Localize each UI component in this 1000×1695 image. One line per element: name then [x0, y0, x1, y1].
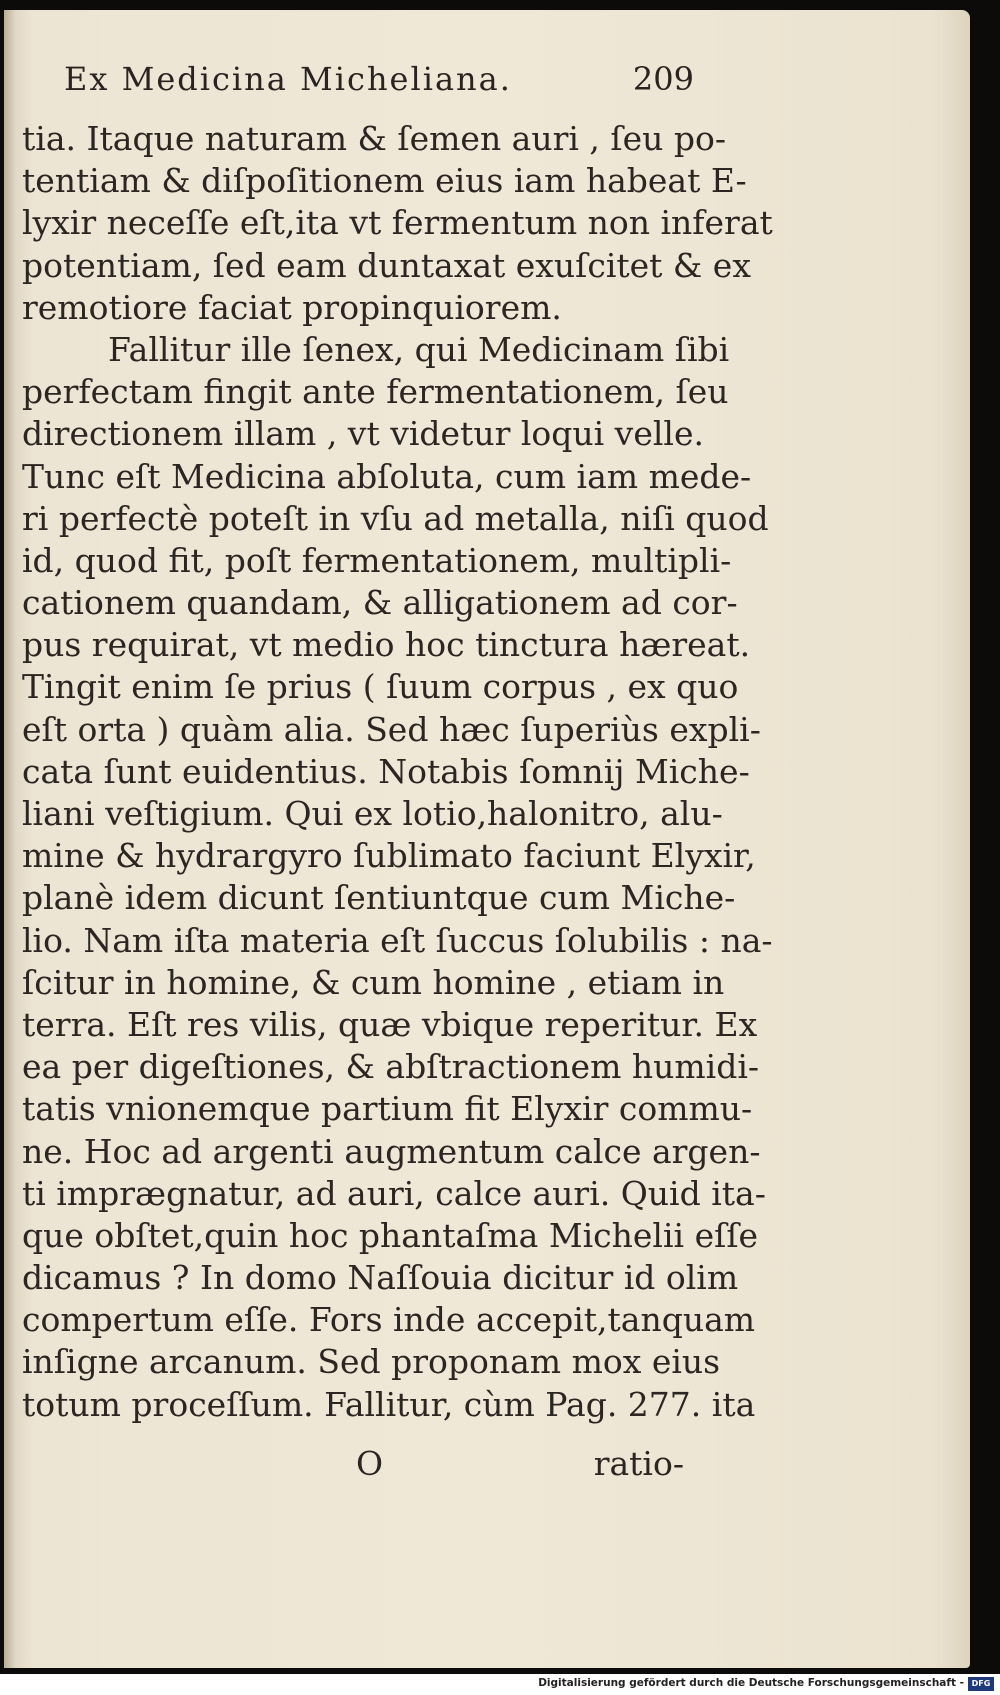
text-line: que obſtet,quin hoc phantaſma Michelii eſſe	[22, 1215, 759, 1255]
credit-bar	[0, 1674, 1000, 1695]
text-line: ri perfectè poteſt in vſu ad metalla, niſi quod	[22, 498, 769, 538]
text-line: Tingit enim ſe prius ( ſuum corpus , ex quo	[22, 667, 739, 707]
text-line: ſcitur in homine, & cum homine , etiam in	[22, 962, 725, 1002]
text-line: liani veſtigium. Qui ex lotio,halonitro, alu-	[22, 794, 723, 833]
text-line: ti imprægnatur, ad auri, calce auri. Quid ita-	[22, 1173, 766, 1213]
text-line: perfectam fingit ante fermentationem, ſeu	[22, 372, 729, 412]
text-line: potentiam, ſed eam duntaxat exuſcitet & ex	[22, 245, 751, 285]
text-line: tentiam & diſpoſitionem eius iam habeat E-	[22, 161, 747, 201]
text-line: mine & hydrargyro ſublimato faciunt Elyxir,	[22, 836, 756, 876]
dfg-logo-icon: DFG	[968, 1677, 994, 1691]
text-line: totum proceſſum. Fallitur, cùm Pag. 277. ita	[22, 1384, 756, 1424]
running-title: Ex Medicina Micheliana.	[64, 60, 512, 98]
text-line: lyxir neceſſe eſt,ita vt fermentum non inferat	[22, 203, 773, 243]
text-line: tatis vnionemque partium fit Elyxir commu-	[22, 1089, 753, 1129]
book-page	[4, 10, 970, 1668]
body-text	[22, 118, 773, 1426]
funding-credit: Digitalisierung gefördert durch die Deutsche Forschungsgemeinschaft -	[538, 1677, 964, 1689]
text-line: cata ſunt euidentius. Notabis ſomnij Miche-	[22, 751, 750, 791]
text-line: id, quod fit, poſt fermentationem, multipli-	[22, 540, 732, 580]
page-number: 209	[632, 60, 694, 98]
text-line: directionem illam , vt videtur loqui velle.	[22, 414, 704, 454]
text-line: dicamus ? In domo Naſſouia dicitur id olim	[22, 1258, 739, 1298]
text-line: eſt orta ) quàm alia. Sed hæc ſuperiùs expli-	[22, 709, 761, 749]
text-line: pus requirat, vt medio hoc tinctura hæreat.	[22, 625, 751, 665]
text-line: compertum eſſe. Fors inde accepit,tanquam	[22, 1300, 756, 1340]
text-line: cationem quandam, & alligationem ad cor-	[22, 583, 738, 623]
text-line: inſigne arcanum. Sed proponam mox eius	[22, 1342, 721, 1382]
text-line: tia. Itaque naturam & ſemen auri , ſeu po-	[22, 119, 727, 158]
paragraph-first-line: Fallitur ille ſenex, qui Medicinam ſibi	[108, 329, 730, 369]
text-line: lio. Nam iſta materia eſt ſuccus ſolubilis : na-	[22, 920, 773, 960]
text-line: terra. Eſt res vilis, quæ vbique reperitur. Ex	[22, 1004, 758, 1044]
catchword: ratio-	[593, 1444, 684, 1483]
signature-mark: O	[356, 1444, 384, 1483]
text-line: planè idem dicunt ſentiuntque cum Miche-	[22, 878, 736, 918]
page-footer	[344, 1444, 684, 1488]
page-gutter-shadow	[4, 10, 16, 1668]
text-line: ea per digeſtiones, & abſtractionem humidi-	[22, 1047, 760, 1087]
text-line: ne. Hoc ad argenti augmentum calce argen-	[22, 1131, 761, 1171]
page-header	[64, 50, 694, 106]
text-line: Tunc eſt Medicina abſoluta, cum iam mede-	[22, 456, 752, 496]
text-line: remotiore faciat propinquiorem.	[22, 287, 562, 327]
